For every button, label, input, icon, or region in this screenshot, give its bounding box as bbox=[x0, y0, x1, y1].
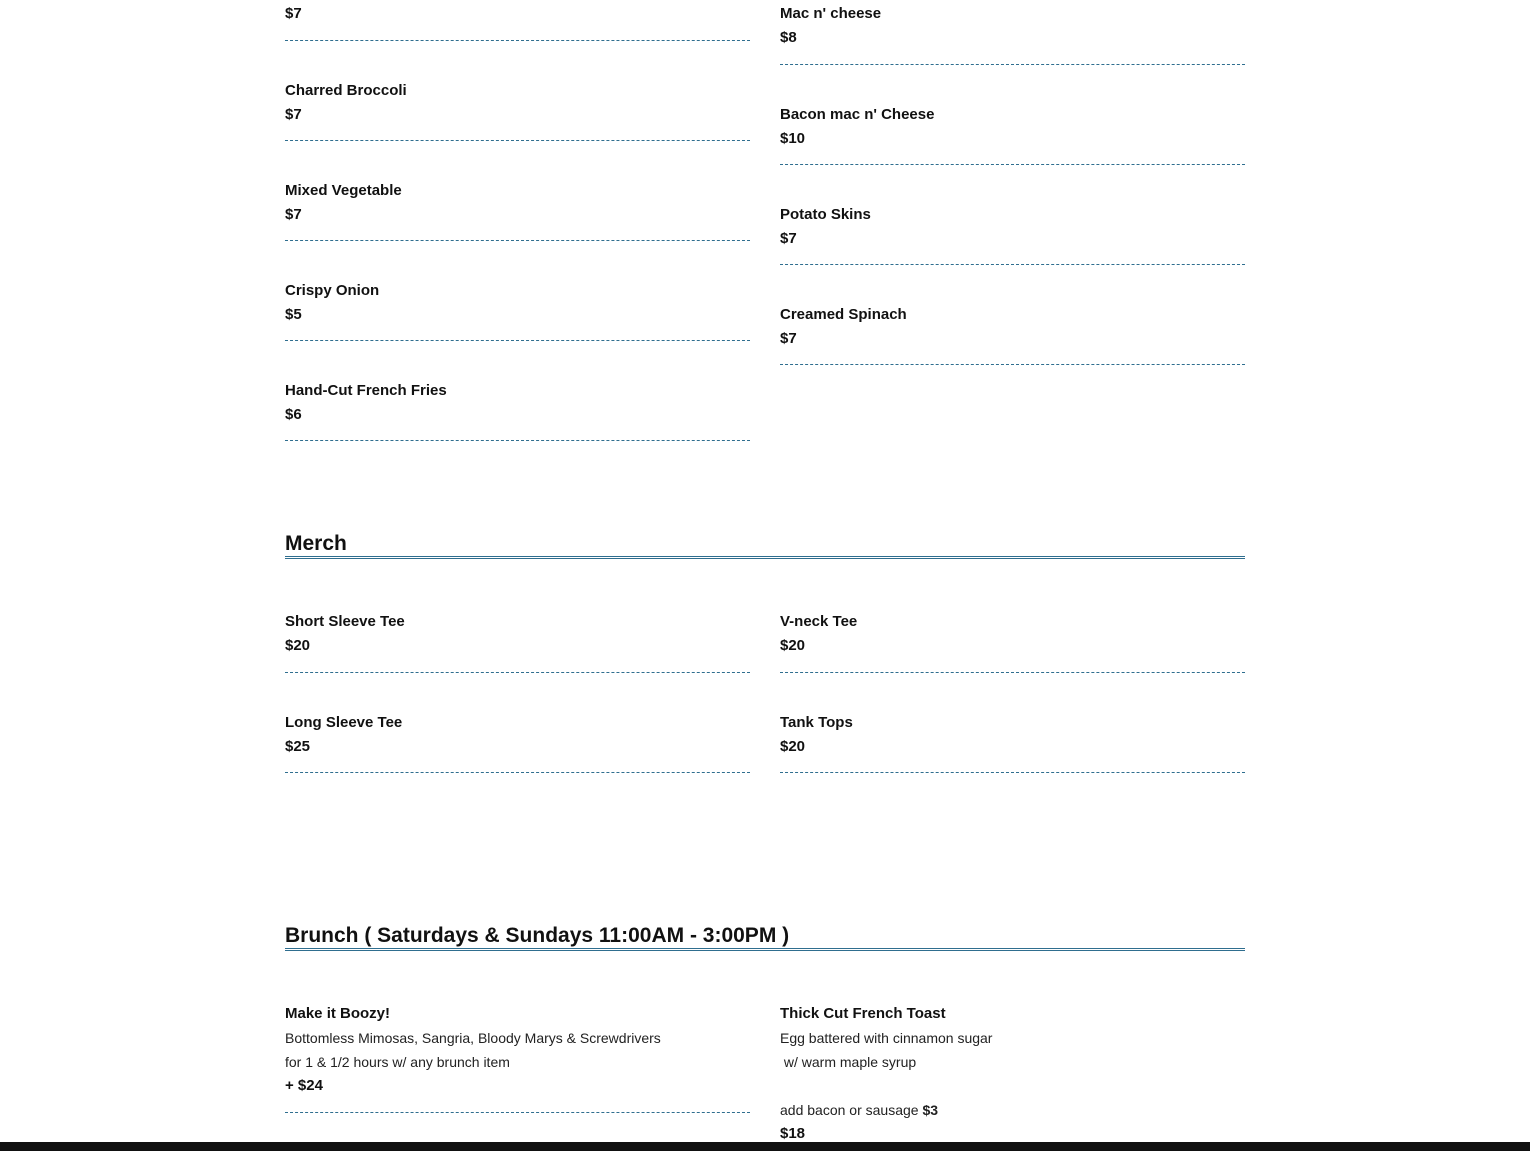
brunch-left-column bbox=[285, 1002, 750, 1113]
item-price: $7 bbox=[780, 230, 797, 247]
section-divider bbox=[285, 556, 1245, 559]
menu-item bbox=[780, 610, 1245, 673]
item-description: for 1 & 1/2 hours w/ any brunch item bbox=[285, 1054, 510, 1070]
item-name: Hand-Cut French Fries bbox=[285, 382, 447, 399]
menu-item bbox=[285, 141, 750, 241]
addon-text: add bacon or sausage bbox=[780, 1102, 923, 1118]
item-price: $10 bbox=[780, 130, 806, 147]
item-price: $25 bbox=[285, 738, 311, 755]
item-name: Tank Tops bbox=[780, 714, 853, 731]
menu-item bbox=[780, 673, 1245, 773]
item-name: Make it Boozy! bbox=[285, 1005, 391, 1022]
menu-item bbox=[285, 41, 750, 141]
item-price: $20 bbox=[780, 738, 806, 755]
addon-price: $3 bbox=[922, 1102, 939, 1118]
item-name: Potato Skins bbox=[780, 206, 871, 223]
item-description: w/ warm maple syrup bbox=[780, 1054, 917, 1070]
section-title-brunch: Brunch ( Saturdays & Sundays 11:00AM - 3:00PM ) bbox=[285, 924, 790, 947]
menu-item bbox=[780, 1002, 1245, 1146]
item-price: $7 bbox=[285, 206, 302, 223]
item-price: $6 bbox=[285, 406, 302, 423]
section-divider bbox=[285, 948, 1245, 951]
menu-item bbox=[285, 673, 750, 773]
item-price: $7 bbox=[780, 330, 797, 347]
item-description: Bottomless Mimosas, Sangria, Bloody Marys & Screwdrivers bbox=[285, 1030, 661, 1046]
item-name: Bacon mac n' Cheese bbox=[780, 106, 935, 123]
item-price: $5 bbox=[285, 306, 302, 323]
item-name: Creamed Spinach bbox=[780, 306, 907, 323]
item-price: $7 bbox=[285, 5, 302, 22]
sides-left-column bbox=[285, 2, 750, 441]
section-title-merch: Merch bbox=[285, 532, 347, 555]
item-name: Long Sleeve Tee bbox=[285, 714, 403, 731]
item-name: Crispy Onion bbox=[285, 282, 380, 299]
item-name: Charred Broccoli bbox=[285, 82, 407, 99]
menu-item bbox=[780, 265, 1245, 365]
menu-item bbox=[780, 165, 1245, 265]
item-price: $7 bbox=[285, 106, 302, 123]
item-price: $8 bbox=[780, 29, 797, 46]
item-name: Mac n' cheese bbox=[780, 5, 882, 22]
item-name: Mixed Vegetable bbox=[285, 182, 402, 199]
item-price: + $24 bbox=[285, 1077, 323, 1094]
item-addon bbox=[780, 1098, 1245, 1122]
item-name: Short Sleeve Tee bbox=[285, 613, 405, 630]
item-price: $18 bbox=[780, 1125, 806, 1142]
item-name: V-neck Tee bbox=[780, 613, 858, 630]
merch-right-column bbox=[780, 610, 1245, 773]
menu-item bbox=[285, 2, 750, 41]
bottom-bar bbox=[0, 1142, 1530, 1151]
menu-item bbox=[285, 341, 750, 441]
brunch-right-column bbox=[780, 1002, 1245, 1146]
menu-item bbox=[285, 610, 750, 673]
item-price: $20 bbox=[780, 637, 806, 654]
menu-item bbox=[780, 65, 1245, 165]
menu-item bbox=[285, 1002, 750, 1113]
menu-item bbox=[285, 241, 750, 341]
merch-left-column bbox=[285, 610, 750, 773]
spacer bbox=[780, 1074, 1245, 1098]
item-name: Thick Cut French Toast bbox=[780, 1005, 946, 1022]
item-description: Egg battered with cinnamon sugar bbox=[780, 1030, 993, 1046]
sides-right-column bbox=[780, 2, 1245, 365]
item-price: $20 bbox=[285, 637, 311, 654]
menu-item bbox=[780, 2, 1245, 65]
